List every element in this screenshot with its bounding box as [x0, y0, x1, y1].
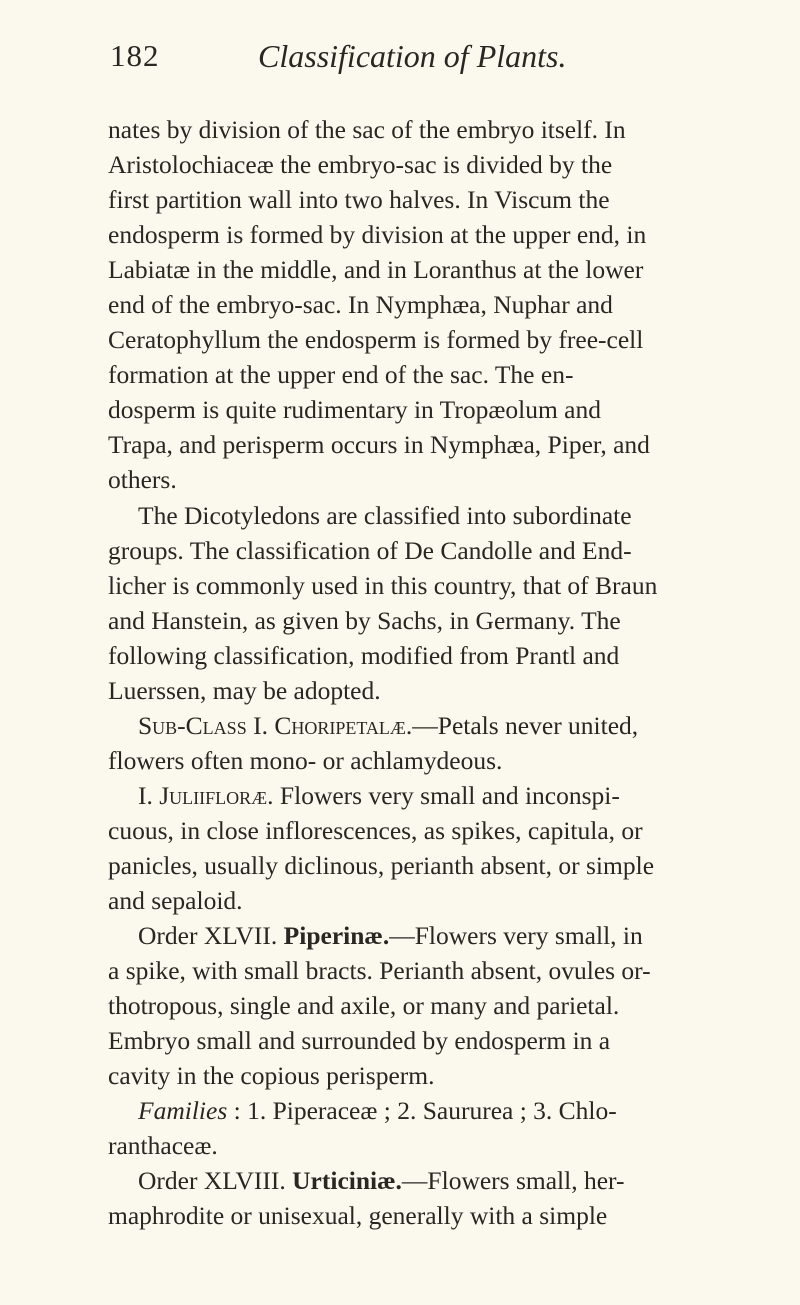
- text-line: thotropous, single and axile, or many and parietal.: [108, 991, 620, 1021]
- text-line: and Hanstein, as given by Sachs, in Germany. The: [108, 605, 621, 635]
- text-line: maphrodite or unisexual, generally with a simple: [108, 1201, 608, 1231]
- text-line: panicles, usually diclinous, perianth absent, or simple: [108, 850, 655, 880]
- group-text: Flowers very small and inconspi-: [273, 780, 620, 810]
- text-line: ranthaceæ.: [108, 1131, 218, 1161]
- text-line: others.: [108, 465, 177, 495]
- text-line: cuous, in close inflorescences, as spikes, capitula, or: [108, 815, 643, 845]
- subclass-heading-line: [108, 708, 740, 743]
- subclass-label: Sub-Class I. Choripetalæ.: [138, 710, 413, 740]
- text-line: end of the embryo-sac. In Nymphæa, Nuphar and: [108, 290, 613, 320]
- text-line: first partition wall into two halves. In Viscum the: [108, 185, 610, 215]
- text-line: Labiatæ in the middle, and in Loranthus at the lower: [108, 255, 644, 285]
- text-line: a spike, with small bracts. Perianth absent, ovules or-: [108, 956, 651, 986]
- order-text: —Flowers small, her-: [401, 1166, 625, 1196]
- body-text: [108, 112, 740, 1234]
- running-title: Classification of Plants.: [258, 38, 567, 74]
- page-header: [110, 38, 730, 82]
- text-line: Aristolochiaceæ the embryo-sac is divided by the: [108, 150, 613, 180]
- families-text: : 1. Piperaceæ ; 2. Saururea ; 3. Chlo-: [227, 1096, 617, 1126]
- text-line: The Dicotyledons are classified into subordinate: [138, 500, 632, 530]
- text-line: cavity in the copious perisperm.: [108, 1061, 435, 1091]
- order-prefix: Order XLVII.: [138, 921, 284, 951]
- order-prefix: Order XLVIII.: [138, 1166, 293, 1196]
- text-line: endosperm is formed by division at the upper end, in: [108, 220, 647, 250]
- text-line: Luerssen, may be adopted.: [108, 675, 381, 705]
- text-line: dosperm is quite rudimentary in Tropæolum and: [108, 395, 601, 425]
- page-number: 182: [110, 38, 160, 73]
- text-line: formation at the upper end of the sac. The en-: [108, 360, 574, 390]
- order-heading-line: [108, 1163, 740, 1198]
- order-name: Urticiniæ.: [292, 1166, 402, 1196]
- text-line: and sepaloid.: [108, 886, 243, 916]
- order-name: Piperinæ.: [283, 921, 390, 951]
- subclass-text: —Petals never united,: [412, 710, 639, 740]
- order-heading-line: [108, 918, 740, 953]
- text-line: Embryo small and surrounded by endosperm in a: [108, 1026, 611, 1056]
- text-line: nates by division of the sac of the embryo itself. In: [108, 115, 626, 144]
- text-line: following classification, modified from Prantl and: [108, 640, 620, 670]
- text-line: Trapa, and perisperm occurs in Nymphæa, Piper, and: [108, 430, 650, 460]
- group-heading-line: [108, 778, 740, 813]
- text-line: groups. The classification of De Candolle and End-: [108, 535, 632, 565]
- text-line: licher is commonly used in this country, that of Braun: [108, 570, 658, 600]
- text-line: flowers often mono- or achlamydeous.: [108, 745, 503, 775]
- group-label: I. Juliifloræ.: [138, 780, 274, 810]
- text-line: Ceratophyllum the endosperm is formed by free-cell: [108, 325, 644, 355]
- order-text: —Flowers very small, in: [389, 921, 643, 951]
- families-line: [108, 1093, 740, 1128]
- families-label: Families: [138, 1096, 228, 1126]
